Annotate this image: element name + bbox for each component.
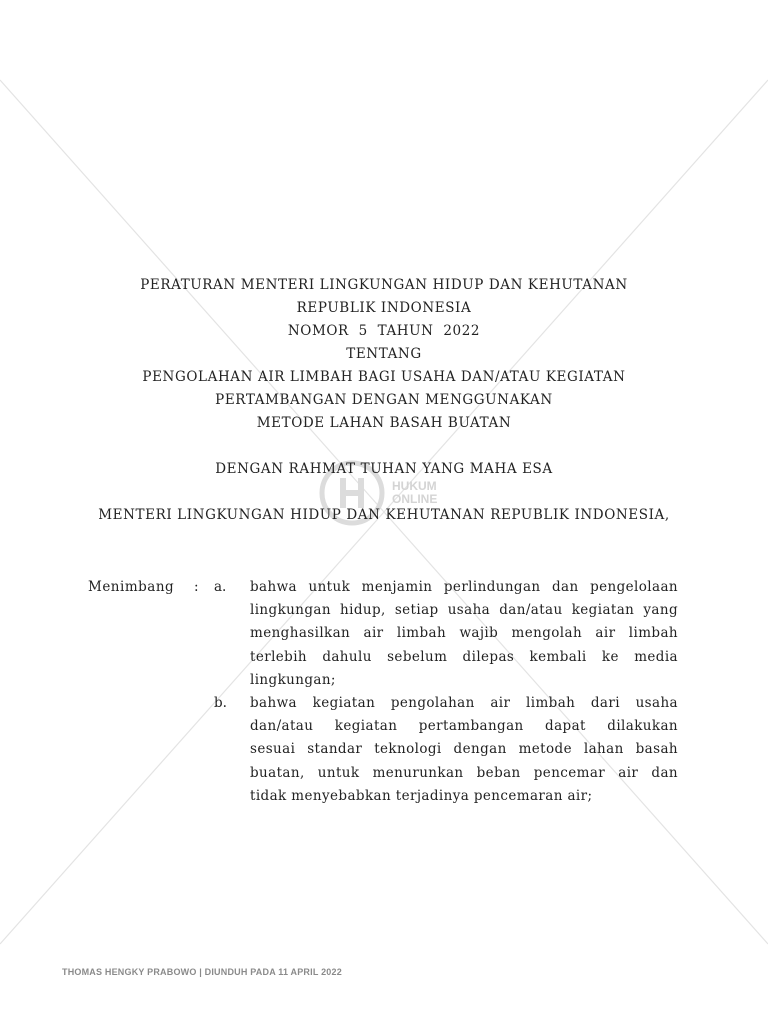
title-line-5: PENGOLAHAN AIR LIMBAH BAGI USAHA DAN/ATAU KEGIATAN (142, 369, 626, 385)
item-line: lingkungan; (250, 671, 336, 688)
item-text (250, 692, 678, 808)
item-line: terlebih dahulu sebelum dilepas kembali ke media (250, 648, 678, 665)
item-line: tidak menyebabkan terjadinya pencemaran air; (250, 787, 593, 804)
watermark-brand-line1: HUKUM (392, 479, 437, 493)
title-line-2: REPUBLIK INDONESIA (296, 300, 472, 316)
item-line: menghasilkan air limbah wajib mengolah air limbah (250, 625, 678, 642)
item-line: buatan, untuk menurunkan beban pencemar air dan (250, 764, 678, 781)
title-line-6: PERTAMBANGAN DENGAN MENGGUNAKAN (215, 392, 553, 408)
item-letter: b. (214, 695, 227, 712)
item-line: bahwa kegiatan pengolahan air limbah dari usaha (250, 695, 678, 712)
item-line: sesuai standar teknologi dengan metode lahan basah (250, 741, 678, 758)
item-text (250, 576, 678, 692)
download-footer: THOMAS HENGKY PRABOWO | DIUNDUH PADA 11 APRIL 2022 (62, 967, 342, 977)
item-line: dan/atau kegiatan pertambangan dapat dilakukan (250, 718, 678, 735)
regulation-title-block (0, 274, 768, 435)
item-line: bahwa untuk menjamin perlindungan dan pengelolaan (250, 579, 678, 595)
minister-line: MENTERI LINGKUNGAN HIDUP DAN KEHUTANAN REPUBLIK INDONESIA, (98, 507, 670, 523)
watermark-brand-line2: ONLINE (392, 492, 438, 506)
item-letter: a. (214, 579, 227, 595)
considering-label: Menimbang (88, 579, 175, 595)
title-line-1: PERATURAN MENTERI LINGKUNGAN HIDUP DAN KEHUTANAN (140, 277, 628, 293)
considering-colon: : (194, 579, 199, 595)
considering-item-b (88, 692, 678, 808)
blessing-line: DENGAN RAHMAT TUHAN YANG MAHA ESA (215, 461, 553, 477)
title-line-3: NOMOR 5 TAHUN 2022 (287, 323, 481, 339)
considering-section (88, 576, 678, 808)
title-line-4: TENTANG (346, 346, 422, 362)
title-line-7: METODE LAHAN BASAH BUATAN (256, 415, 512, 431)
item-line: lingkungan hidup, setiap usaha dan/atau kegiatan yang (250, 602, 678, 619)
considering-item-a (88, 576, 678, 692)
